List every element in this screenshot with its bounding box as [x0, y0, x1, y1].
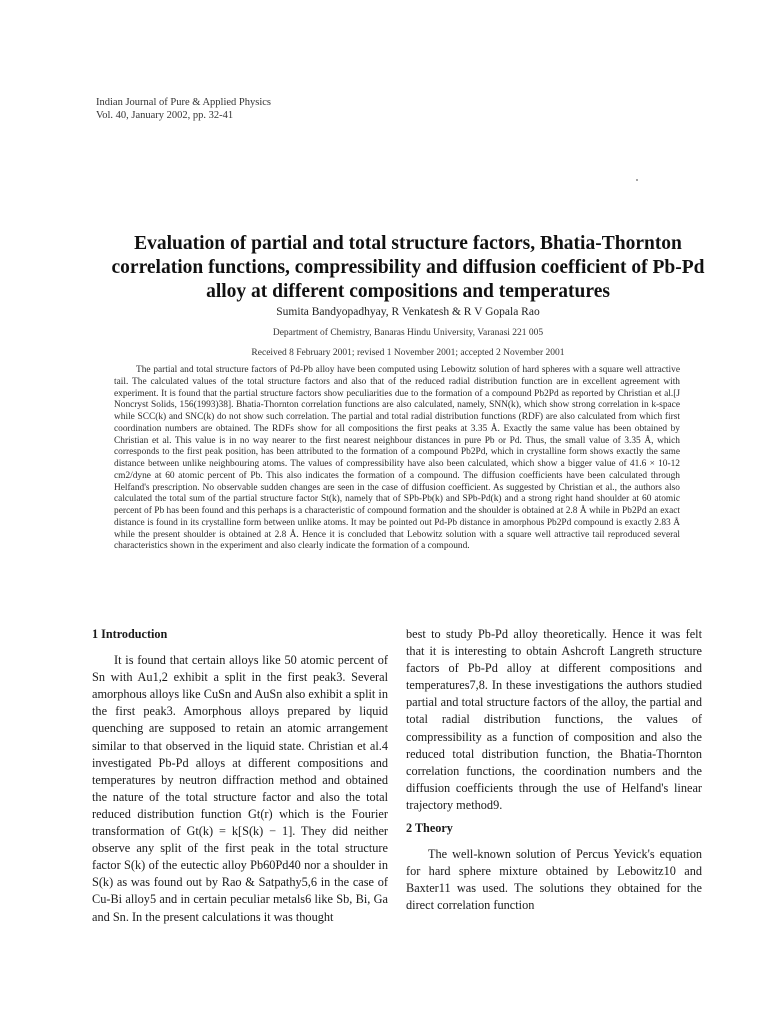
introduction-paragraph-continued: best to study Pb-Pd alloy theoretically. Hence it was felt that it is interesting to obtain Ashcroft Langreth structure factors of Pb-Pd alloy at different compositions and temperatures7,8. In these investigations the authors studied partial and total structure factors of the alloy, the partial and total radial distribution functions, the values of compressibility as a function of composition and also the reduced total distribution function, the Bhatia-Thornton correlation functions, the coordination numbers and the diffusion coefficients through the use of Helfand's linear trajectory method9. — [406, 627, 702, 812]
scan-speck — [636, 179, 638, 181]
journal-header — [96, 96, 271, 122]
paper-title: Evaluation of partial and total structure factors, Bhatia-Thornton correlation functions, compressibility and diffusion coefficient of Pb-Pd alloy at different compositions and temperatures — [111, 233, 705, 302]
introduction-paragraph: It is found that certain alloys like 50 atomic percent of Sn with Au1,2 exhibit a split in the first peak3. Several amorphous alloys like CuSn and AuSn also exhibit a split in the first peak3. Amorphous alloys prepared by liquid quenching are supposed to retain an atomic arrangement similar to that observed in the liquid state. Christian et al.4 investigated Pb-Pd alloys at different compositions and temperatures by neutron diffraction method and obtained the nature of the total structure factor and also the total reduced distribution function Gt(r) which is the Fourier transformation of Gt(k) = k[S(k) − 1]. They did neither observe any split of the first peak in the total structure factor S(k) of the eutectic alloy Pb60Pd40 nor a shoulder in S(k) as was found out by Rao & Satpathy5,6 in the case of Cu-Bi alloy5 and in certain peculiar metals6 like Sb, Bi, Ga and Sn. In the present calculations it was thought — [92, 653, 388, 924]
authors: Sumita Bandyopadhyay, R Venkatesh & R V Gopala Rao — [276, 306, 540, 318]
received-dates: Received 8 February 2001; revised 1 November 2001; accepted 2 November 2001 — [251, 348, 565, 358]
affiliation: Department of Chemistry, Banaras Hindu University, Varanasi 221 005 — [272, 328, 544, 338]
section-heading-introduction: 1 Introduction — [92, 627, 168, 641]
section-heading-theory: 2 Theory — [406, 821, 453, 836]
abstract: The partial and total structure factors of Pd-Pb alloy have been computed using Lebowitz solution of hard spheres with a square well attractive tail. The calculated values of the total structure factors and also that of the reduced radial distribution function are in excellent agreement with experiment. It is found that the partial structure factors show peculiarities due to the formation of a compound Pb2Pd as reported by Christian et al.[J Noncryst Solids, 156(1993)38]. Bhatia-Thornton correlation functions are also calculated, namely, SNN(k), which show strong correlation in k-space while SCC(k) and SNC(k) do not show such correlation. The partial and total radial distribution functions (RDF) are also calculated from which first coordination numbers are obtained. The RDFs show for all compositions the first peaks at 3.35 Å. Exactly the same value has been obtained by Christian et al. This value is in no way nearer to the first nearest neighbour distances in pure Pb or Pd. Thus, the small value of 3.35 Å, which corresponds to the first peak position, has been attributed to the formation of a compound Pb2Pd, which in crystalline form shows exactly the same distance between unlike neighbouring atoms. The values of compressibility have also been calculated, which show a bigger value of 41.6 × 10-12 cm2/dyne at 60 atomic percent of Pb. This also indicates the formation of a compound. The diffusion coefficients have been calculated through Helfand's prescription. No observable sudden changes are seen in the case of diffusion coefficient. As suggested by Christian et al., the authors also calculated the total sum of the partial structure factor St(k), namely that of SPb-Pb(k) and SPb-Pd(k) and a strong right hand shoulder at 60 atomic percent of Pb has been found and this perhaps is a characteristic of compound formation and the shoulder is obtained at 2.8 Å while in Pb2Pd an exact distance is found in its crystalline form between unlike atoms. It may be pointed out Pd-Pb distance in amorphous Pb2Pd compound is exactly 2.83 Å while the present shoulder is obtained at 2.8 Å. Hence it is concluded that Lebowitz solution with a square well attractive tail reproduced several characteristics shown in the experiment and also clearly indicate the formation of a compound. — [114, 365, 680, 552]
left-column — [92, 626, 388, 926]
journal-name: Indian Journal of Pure & Applied Physics — [96, 97, 271, 108]
journal-volume: Vol. 40, January 2002, pp. 32-41 — [96, 110, 234, 121]
theory-paragraph: The well-known solution of Percus Yevick's equation for hard sphere mixture obtained by Lebowitz10 and Baxter11 was used. The solutions they obtained for the direct correlation function — [406, 847, 702, 913]
right-column — [406, 626, 702, 915]
